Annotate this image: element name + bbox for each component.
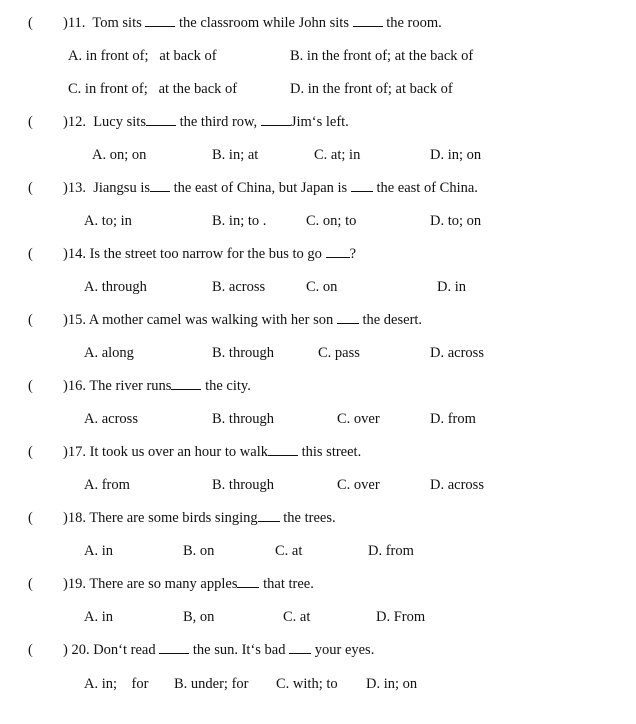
blank: [353, 14, 383, 27]
option-a: A. in; for: [84, 676, 149, 692]
option-a: A. in: [84, 543, 113, 559]
blank: [261, 113, 291, 126]
blank: [237, 575, 259, 588]
question-15-stem: )15. A mother camel was walking with her son the desert.: [63, 312, 423, 328]
answer-bracket[interactable]: (: [28, 444, 33, 460]
blank: [171, 377, 201, 390]
question-11-stem: )11. Tom sits the classroom while John sits the room.: [63, 15, 442, 31]
option-d: D. from: [368, 543, 414, 559]
option-b: B. on: [183, 543, 215, 559]
option-d: D. in; on: [430, 147, 482, 163]
question-20-stem: ) 20. Don‘t read the sun. It‘s bad your eyes.: [63, 642, 375, 658]
option-c: C. on: [306, 279, 338, 295]
option-c: C. over: [337, 411, 380, 427]
option-d: D. to; on: [430, 213, 482, 229]
option-d: D. from: [430, 411, 476, 427]
blank: [145, 14, 175, 27]
option-c: C. in front of; at the back of: [68, 81, 238, 97]
answer-bracket[interactable]: (: [28, 15, 33, 31]
option-a: A. in: [84, 609, 113, 625]
option-c: C. pass: [318, 345, 360, 361]
question-16-stem: )16. The river runs the city.: [63, 378, 251, 394]
question-14-stem: )14. Is the street too narrow for the bus to go ?: [63, 246, 356, 262]
answer-bracket[interactable]: (: [28, 378, 33, 394]
option-c: C. over: [337, 477, 380, 493]
blank: [258, 509, 280, 522]
option-c: C. at: [275, 543, 303, 559]
blank: [159, 641, 189, 654]
question-13-stem: )13. Jiangsu is the east of China, but Japan is the east of China.: [63, 180, 478, 196]
option-b: B. in; to .: [212, 213, 267, 229]
option-d: D. in: [437, 279, 466, 295]
option-b: B. through: [212, 411, 275, 427]
option-a: A. along: [84, 345, 134, 361]
option-b: B, on: [183, 609, 215, 625]
option-d: D. across: [430, 477, 484, 493]
blank: [337, 311, 359, 324]
question-12-stem: )12. Lucy sits the third row, Jim‘s left.: [63, 114, 349, 130]
question-18-stem: )18. There are some birds singing the trees.: [63, 510, 336, 526]
option-d: D. in; on: [366, 676, 418, 692]
option-b: B. under; for: [174, 676, 249, 692]
answer-bracket[interactable]: (: [28, 510, 33, 526]
question-19-stem: )19. There are so many apples that tree.: [63, 576, 314, 592]
blank: [268, 443, 298, 456]
option-b: B. across: [212, 279, 266, 295]
option-a: A. across: [84, 411, 138, 427]
option-a: A. through: [84, 279, 147, 295]
answer-bracket[interactable]: (: [28, 180, 33, 196]
answer-bracket[interactable]: (: [28, 642, 33, 658]
option-b: B. through: [212, 477, 275, 493]
option-a: A. in front of; at back of: [68, 48, 217, 64]
option-c: C. at; in: [314, 147, 361, 163]
answer-bracket[interactable]: (: [28, 312, 33, 328]
option-a: A. from: [84, 477, 130, 493]
option-a: A. on; on: [92, 147, 147, 163]
option-c: C. on; to: [306, 213, 357, 229]
blank: [326, 245, 350, 258]
option-b: B. in the front of; at the back of: [290, 48, 474, 64]
blank: [146, 113, 176, 126]
option-d: D. in the front of; at back of: [290, 81, 453, 97]
blank: [289, 641, 311, 654]
answer-bracket[interactable]: (: [28, 114, 33, 130]
option-d: D. From: [376, 609, 426, 625]
option-b: B. in; at: [212, 147, 259, 163]
blank: [150, 179, 170, 192]
option-b: B. through: [212, 345, 275, 361]
option-a: A. to; in: [84, 213, 132, 229]
blank: [351, 179, 373, 192]
option-c: C. with; to: [276, 676, 338, 692]
answer-bracket[interactable]: (: [28, 576, 33, 592]
answer-bracket[interactable]: (: [28, 246, 33, 262]
option-d: D. across: [430, 345, 484, 361]
option-c: C. at: [283, 609, 311, 625]
question-17-stem: )17. It took us over an hour to walk this street.: [63, 444, 362, 460]
